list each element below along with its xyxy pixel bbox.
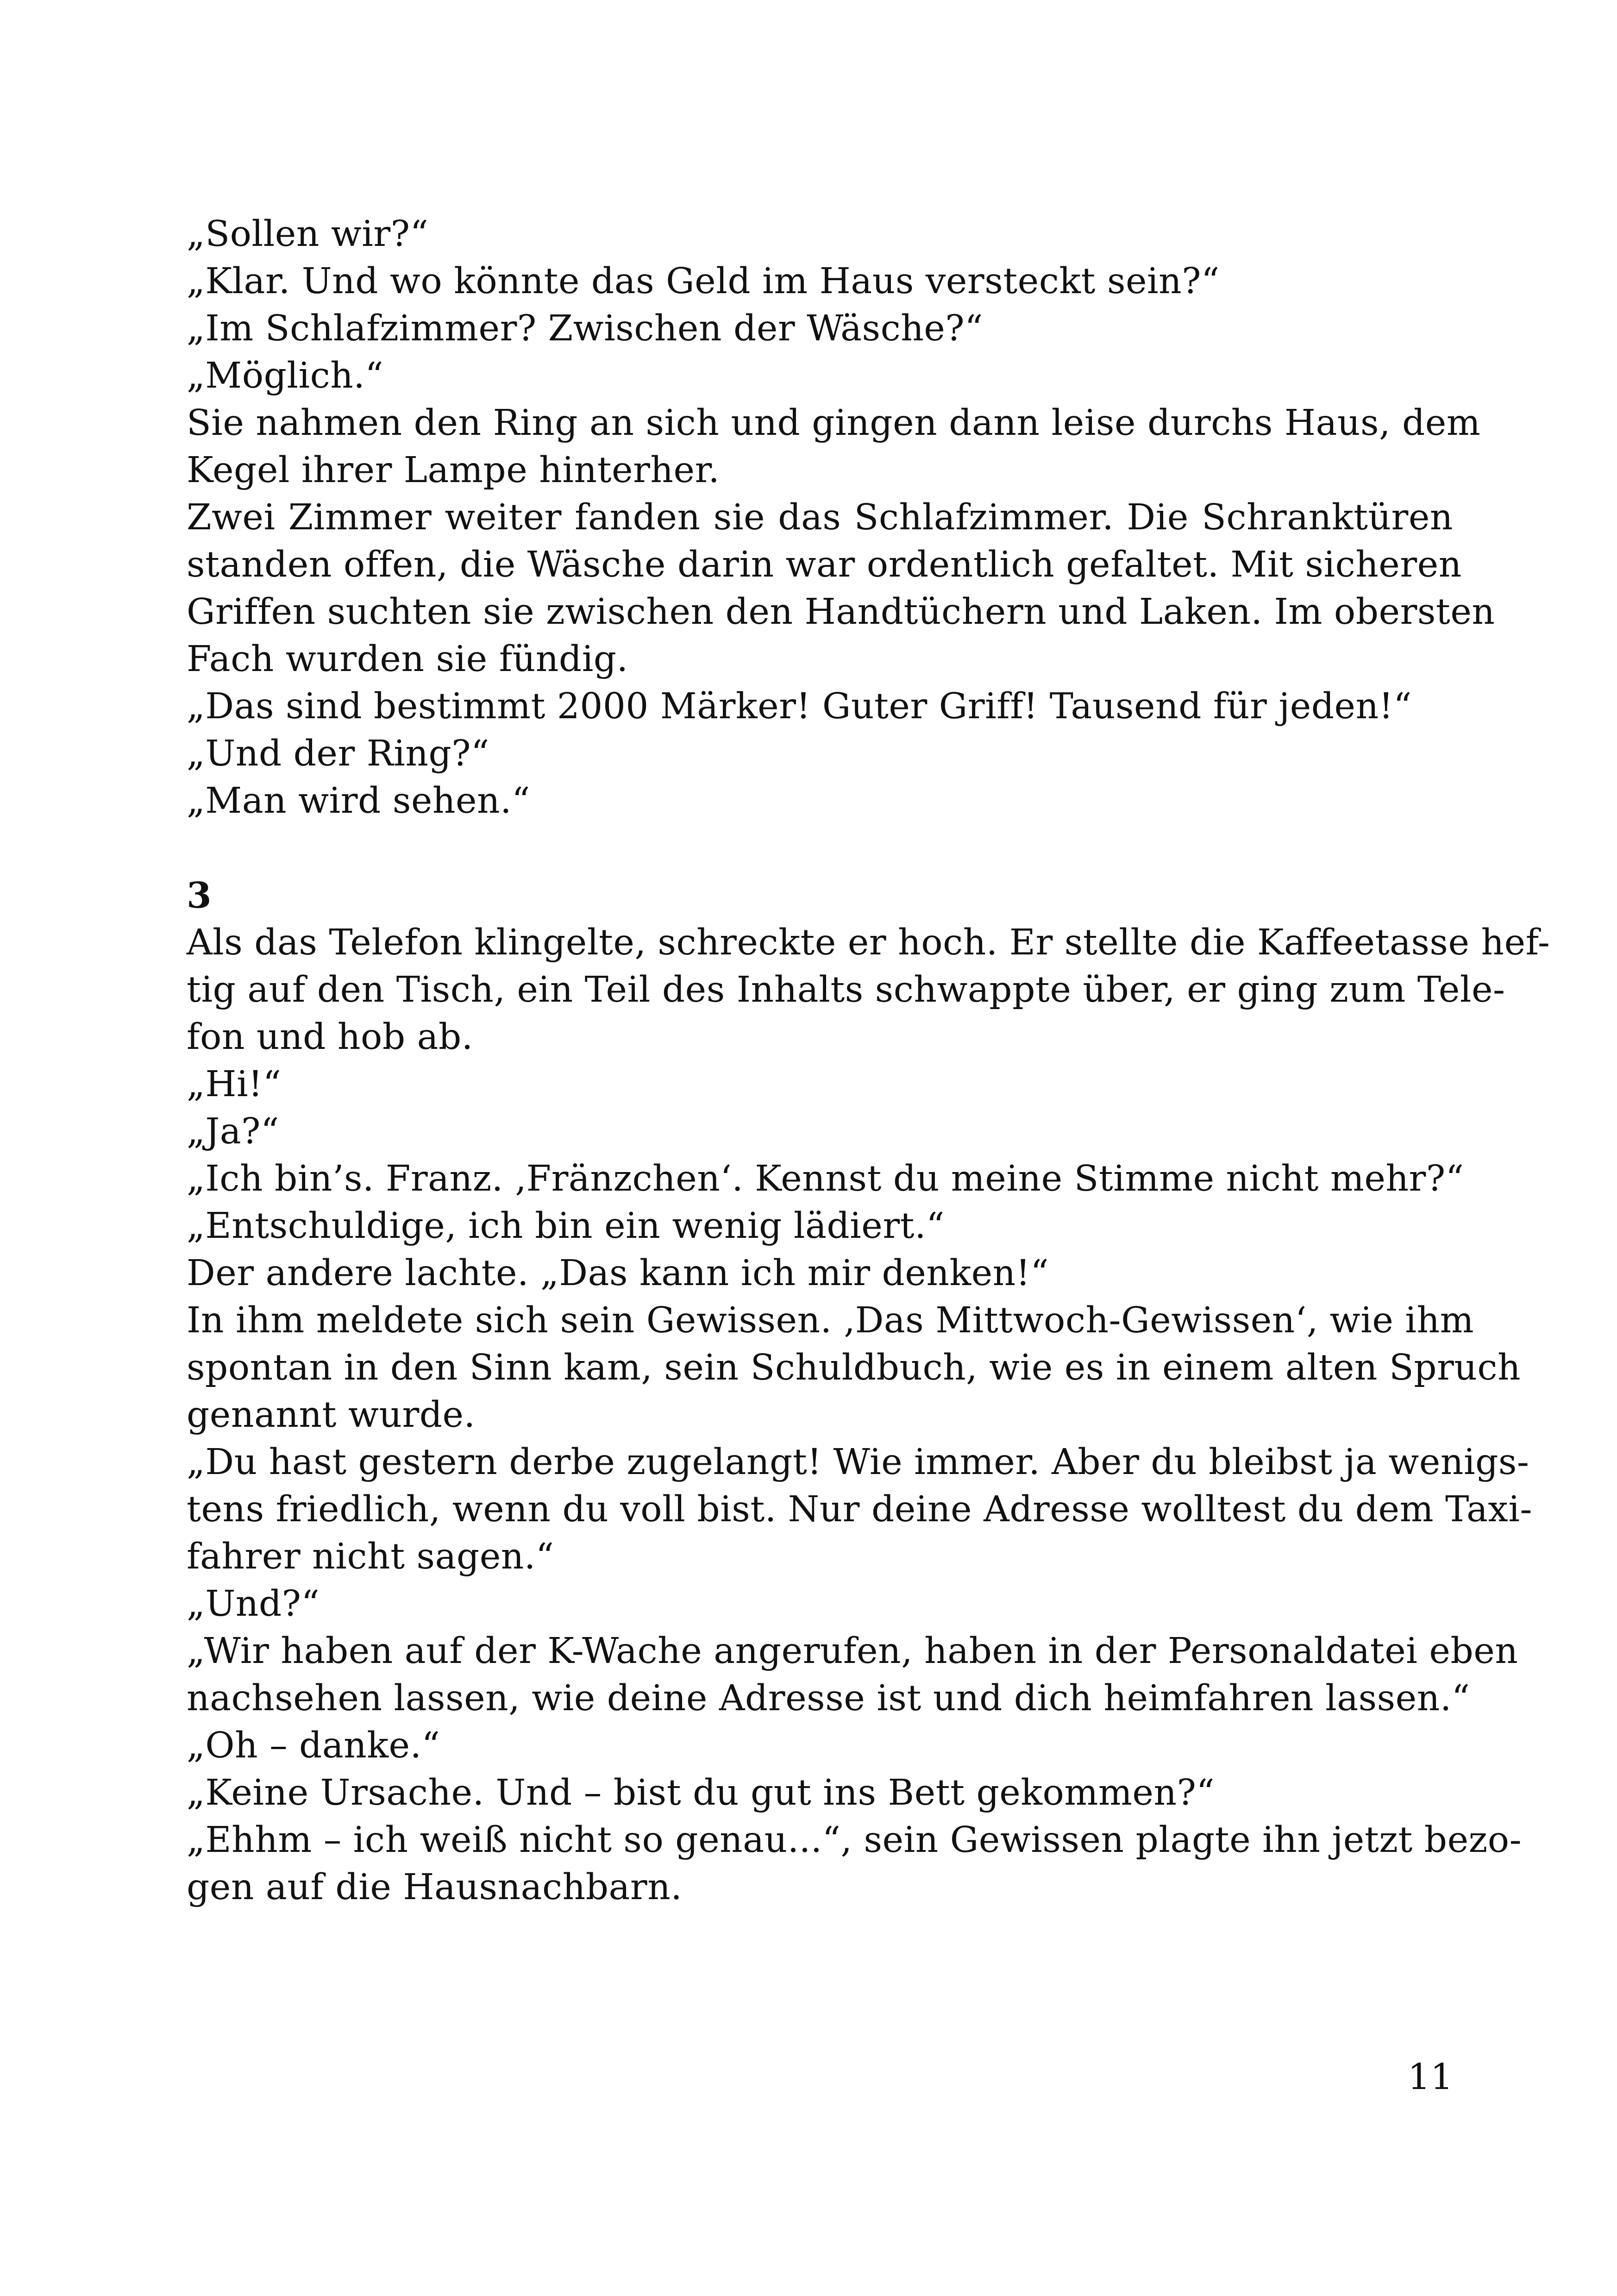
text-line: „Im Schlafzimmer? Zwischen der Wäsche?“ xyxy=(187,308,984,349)
paragraph xyxy=(187,730,1453,778)
paragraph xyxy=(187,1439,1532,1581)
text-line: fahrer nicht sagen.“ xyxy=(187,1536,554,1577)
text-line: Kegel ihrer Lampe hinterher. xyxy=(187,450,720,491)
text-line: „Hi!“ xyxy=(187,1064,282,1105)
page-number: 11 xyxy=(1408,2057,1453,2098)
text-line: „Klar. Und wo könnte das Geld im Haus versteckt sein?“ xyxy=(187,261,1220,302)
text-line: „Das sind bestimmt 2000 Märker! Guter Griff! Tausend für jeden!“ xyxy=(187,686,1412,727)
paragraph xyxy=(187,1722,1453,1769)
text-line: Griffen suchten sie zwischen den Handtüchern und Laken. Im obersten xyxy=(187,591,1495,633)
text-line: Zwei Zimmer weiter fanden sie das Schlafzimmer. Die Schranktüren xyxy=(187,497,1453,538)
text-line: standen offen, die Wäsche darin war ordentlich gefaltet. Mit sicheren xyxy=(187,544,1462,585)
paragraph xyxy=(187,305,1453,352)
text-line: tig auf den Tisch, ein Teil des Inhalts schwappte über, er ging zum Tele- xyxy=(187,969,1505,1010)
text-line: „Ich bin’s. Franz. ‚Fränzchen‘. Kennst du meine Stimme nicht mehr?“ xyxy=(187,1158,1464,1199)
paragraph xyxy=(187,683,1453,730)
paragraph xyxy=(187,1817,1522,1911)
text-line: fon und hob ab. xyxy=(187,1016,473,1058)
paragraph xyxy=(187,1155,1464,1203)
paragraph xyxy=(187,1581,1453,1628)
paragraph xyxy=(187,1250,1453,1297)
section-one xyxy=(187,211,1495,825)
page-body xyxy=(187,211,1550,1911)
text-line: gen auf die Hausnachbarn. xyxy=(187,1867,683,1908)
text-line: „Oh – danke.“ xyxy=(187,1725,440,1766)
text-line: Als das Telefon klingelte, schreckte er hoch. Er stellte die Kaffeetasse hef- xyxy=(187,922,1550,963)
text-line: „Wir haben auf der K-Wache angerufen, haben in der Personaldatei eben xyxy=(187,1631,1518,1672)
paragraph xyxy=(187,1061,1453,1108)
text-line: Sie nahmen den Ring an sich und gingen dann leise durchs Haus, dem xyxy=(187,402,1481,444)
text-line: „Man wird sehen.“ xyxy=(187,780,530,822)
paragraph xyxy=(187,211,1453,258)
paragraph xyxy=(187,494,1495,683)
paragraph xyxy=(187,1769,1453,1817)
text-line: In ihm meldete sich sein Gewissen. ‚Das Mittwoch-Gewissen‘, wie ihm xyxy=(187,1300,1474,1341)
paragraph xyxy=(187,919,1550,1061)
text-line: nachsehen lassen, wie deine Adresse ist und dich heimfahren lassen.“ xyxy=(187,1678,1470,1719)
text-line: „Und?“ xyxy=(187,1583,320,1625)
paragraph xyxy=(187,352,1453,400)
text-line: „Ja?“ xyxy=(187,1111,279,1152)
text-line: tens friedlich, wenn du voll bist. Nur deine Adresse wolltest du dem Taxi- xyxy=(187,1489,1532,1530)
text-line: „Entschuldige, ich bin ein wenig lädiert.“ xyxy=(187,1205,945,1247)
paragraph xyxy=(187,1108,1453,1155)
section-two xyxy=(187,919,1550,1911)
text-line: „Keine Ursache. Und – bist du gut ins Bett gekommen?“ xyxy=(187,1772,1215,1813)
paragraph xyxy=(187,1203,1453,1250)
text-line: „Möglich.“ xyxy=(187,355,384,396)
text-line: „Sollen wir?“ xyxy=(187,213,429,255)
text-line: Der andere lachte. „Das kann ich mir denken!“ xyxy=(187,1253,1049,1294)
chapter-number: 3 xyxy=(187,875,212,916)
paragraph xyxy=(187,258,1453,305)
text-line: „Ehhm – ich weiß nicht so genau...“, sein Gewissen plagte ihn jetzt bezo- xyxy=(187,1819,1522,1861)
paragraph xyxy=(187,1628,1518,1722)
text-line: genannt wurde. xyxy=(187,1394,476,1436)
paragraph xyxy=(187,400,1481,494)
paragraph xyxy=(187,1297,1521,1439)
text-line: „Und der Ring?“ xyxy=(187,733,489,774)
section-gap xyxy=(187,825,1453,872)
text-line: „Du hast gestern derbe zugelangt! Wie immer. Aber du bleibst ja wenigs- xyxy=(187,1442,1529,1483)
text-line: Fach wurden sie fündig. xyxy=(187,639,628,680)
text-line: spontan in den Sinn kam, sein Schuldbuch, wie es in einem alten Spruch xyxy=(187,1347,1521,1388)
paragraph xyxy=(187,778,1453,825)
